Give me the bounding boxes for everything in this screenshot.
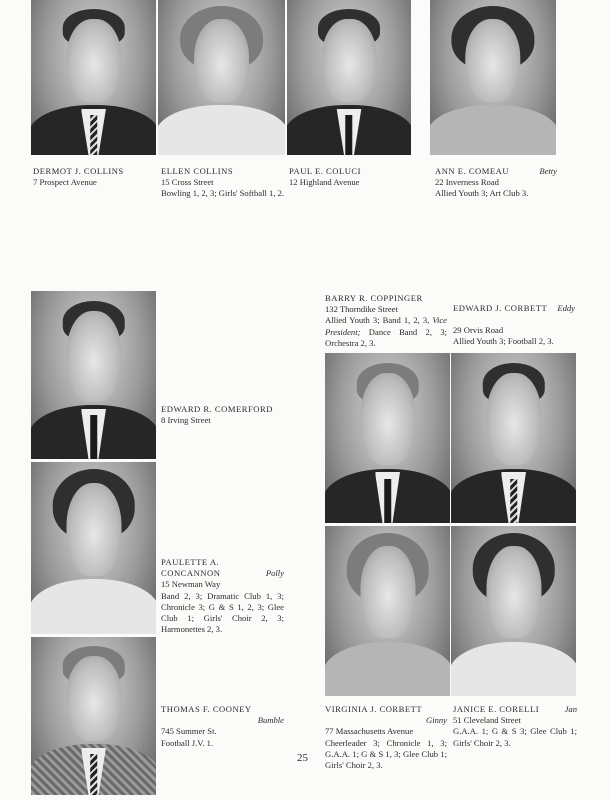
student-name: JANICE E. CORELLI: [453, 704, 540, 714]
student-name: PAUL E. COLUCI: [289, 166, 362, 176]
student-nickname: Bumble: [257, 715, 284, 726]
caption-paul-coluci: [289, 166, 413, 188]
student-activities: Cheerleader 3; Chronicle 1, 3; G.A.A. 1; G & S 1, 3; Glee Club 1; Girls' Choir 2, 3.: [325, 737, 447, 771]
student-activities: Allied Youth 3; Football 2, 3.: [453, 336, 554, 347]
student-address: 745 Summer St.: [161, 726, 217, 737]
student-address: 8 Irving Street: [161, 415, 211, 426]
caption-dermot-collins: [33, 166, 155, 188]
student-name: BARRY R. COPPINGER: [325, 293, 423, 303]
student-nickname: Eddy: [557, 303, 575, 313]
student-address: 12 Highland Avenue: [289, 177, 360, 188]
student-address: 51 Cleveland Street: [453, 715, 521, 726]
student-activities: Band 2, 3; Dramatic Club 1, 3; Chronicle 3; G & S 1, 2, 3; Glee Club 1; Girls' Choir 2, 3; Harmonettes 2, 3.: [161, 590, 284, 635]
student-address: 77 Massachusetts Avenue: [325, 726, 414, 737]
photo-dermot-collins: [31, 0, 156, 155]
caption-thomas-cooney: [161, 704, 284, 749]
student-name-line1: PAULETTE A.: [161, 557, 220, 567]
student-address: 22 Inverness Road: [435, 177, 499, 188]
photo-barry-coppinger: [325, 353, 450, 523]
student-name: ELLEN COLLINS: [161, 166, 234, 176]
student-activities: Allied Youth 3; Art Club 3.: [435, 188, 529, 199]
caption-virginia-corbett: [325, 704, 447, 771]
student-activities: Football J.V. 1.: [161, 737, 214, 748]
student-name: EDWARD J. CORBETT: [453, 303, 548, 313]
caption-edward-corbett: [453, 303, 575, 348]
student-nickname: Jan: [564, 704, 577, 714]
photo-janice-corelli: [451, 526, 576, 696]
caption-ann-comeau: [435, 166, 557, 200]
photo-paul-coluci: [287, 0, 411, 155]
photo-thomas-cooney: [31, 637, 156, 795]
student-name: DERMOT J. COLLINS: [33, 166, 124, 176]
student-activities: Bowling 1, 2, 3; Girls' Softball 1, 2.: [161, 188, 285, 199]
student-activities: G.A.A. 1; G & S 3; Glee Club 1; Girls' Choir 2, 3.: [453, 726, 577, 748]
student-activities-italic: Vice President;: [325, 315, 447, 337]
student-address: 15 Cross Street: [161, 177, 214, 188]
student-nickname: Ginny: [425, 715, 447, 726]
student-name: VIRGINIA J. CORBETT: [325, 704, 423, 714]
caption-edward-comerford: [161, 404, 291, 426]
student-activities: Allied Youth 3; Band 1, 2, 3,: [325, 315, 430, 326]
student-activities-rest: Dance Band 2, 3; Orchestra 2, 3.: [325, 326, 447, 348]
caption-ellen-collins: [161, 166, 285, 200]
student-name: EDWARD R. COMERFORD: [161, 404, 273, 414]
photo-ann-comeau: [430, 0, 556, 155]
page-number: 25: [297, 752, 308, 764]
caption-janice-corelli: [453, 704, 577, 749]
photo-paulette-concannon: [31, 462, 156, 634]
student-address: 132 Thorndike Street: [325, 304, 398, 315]
student-address: 29 Orvis Road: [453, 325, 504, 336]
student-nickname: Polly: [265, 568, 284, 579]
photo-virginia-corbett: [325, 526, 450, 696]
student-address: 15 Newman Way: [161, 579, 221, 590]
photo-ellen-collins: [158, 0, 285, 155]
student-nickname: Betty: [539, 166, 557, 176]
student-name: ANN E. COMEAU: [435, 166, 510, 176]
caption-barry-coppinger: [325, 293, 447, 349]
photo-edward-comerford: [31, 291, 156, 459]
caption-paulette-concannon: [161, 557, 284, 635]
photo-edward-corbett: [451, 353, 576, 523]
student-address: 7 Prospect Avenue: [33, 177, 97, 188]
student-name-line2: CONCANNON: [161, 568, 221, 579]
student-name: THOMAS F. COONEY: [161, 704, 252, 714]
